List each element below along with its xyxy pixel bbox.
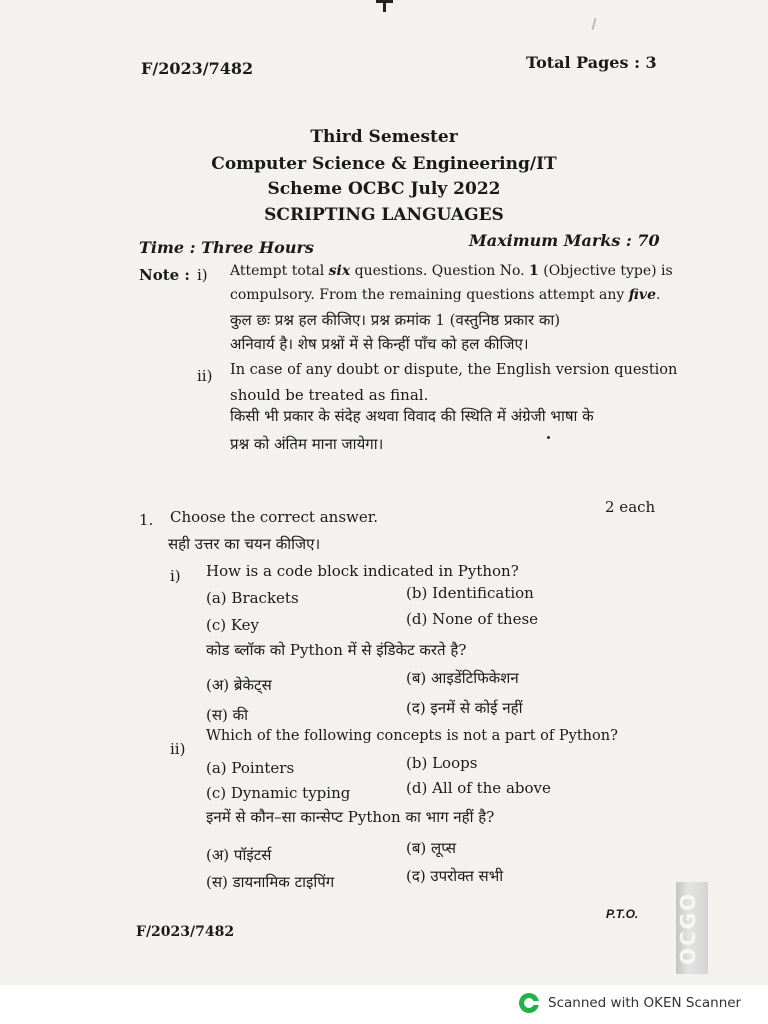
question-1-ii-text: Which of the following concepts is not a part of Python? xyxy=(206,728,618,744)
maximum-marks: Maximum Marks : 70 xyxy=(469,231,660,250)
total-pages: Total Pages : 3 xyxy=(526,53,657,72)
note-i-english-line-2 xyxy=(230,287,660,303)
exam-duration: Time : Three Hours xyxy=(139,238,314,257)
note-i-number: i) xyxy=(197,266,208,284)
subject-title: SCRIPTING LANGUAGES xyxy=(264,205,504,225)
question-1-ii-hindi-option-a: (अ) पॉइंटर्स xyxy=(206,846,272,864)
note-i-text-part: Attempt total xyxy=(230,263,329,279)
question-1-ii-hindi-option-d: (द) उपरोक्त सभी xyxy=(406,867,504,885)
scanner-watermark-text: Scanned with OKEN Scanner xyxy=(548,995,742,1011)
question-1-i-option-d: (d) None of these xyxy=(406,610,539,628)
paper-code-bottom: F/2023/7482 xyxy=(136,924,235,940)
question-1-ii-hindi-option-c: (स) डायनामिक टाइपिंग xyxy=(206,873,335,891)
note-i-text-part: (Objective type) is xyxy=(538,263,673,279)
note-ii-english-line-1: In case of any doubt or dispute, the English version question xyxy=(230,362,678,378)
question-1-marks: 2 each xyxy=(605,498,656,516)
question-1-ii-option-b: (b) Loops xyxy=(406,754,478,772)
note-ii-number: ii) xyxy=(197,367,213,385)
question-1-i-hindi-option-b: (ब) आइडेंटिफिकेशन xyxy=(406,669,519,687)
question-1-i-hindi-option-c: (स) की xyxy=(206,706,249,724)
oken-scanner-logo-icon xyxy=(518,992,540,1014)
question-1-ii-hindi: इनमें से कौन–सा कान्सेप्ट Python का भाग नहीं है? xyxy=(206,808,495,826)
question-1-i-option-c: (c) Key xyxy=(206,616,260,634)
note-ii-english-line-2: should be treated as final. xyxy=(230,386,429,404)
note-i-emphasis-six: six xyxy=(328,263,351,279)
note-ii-hindi-line-1: किसी भी प्रकार के संदेह अथवा विवाद की स्थिति में अंग्रेजी भाषा के xyxy=(230,407,594,425)
question-1-ii-hindi-option-b: (ब) लूप्स xyxy=(406,839,457,857)
question-1-number: 1. xyxy=(139,511,154,529)
registration-mark xyxy=(383,0,386,12)
question-1-ii-option-c: (c) Dynamic typing xyxy=(206,784,351,802)
scheme-title: Scheme OCBC July 2022 xyxy=(267,179,501,199)
note-label: Note : xyxy=(139,266,190,284)
note-i-text-part: . xyxy=(655,287,661,303)
question-1-ii-option-a: (a) Pointers xyxy=(206,759,295,777)
ink-dot xyxy=(547,436,550,439)
paper-code-top: F/2023/7482 xyxy=(141,59,254,78)
question-1-i-number: i) xyxy=(170,567,181,585)
question-1-i-hindi-option-d: (द) इनमें से कोई नहीं xyxy=(406,699,523,717)
question-1-i-option-b: (b) Identification xyxy=(406,584,534,602)
question-1-hindi: सही उत्तर का चयन कीजिए। xyxy=(168,535,321,553)
question-1-ii-number: ii) xyxy=(170,740,186,758)
page-smudge xyxy=(591,18,596,30)
question-1-text: Choose the correct answer. xyxy=(170,508,379,526)
semester-title: Third Semester xyxy=(310,127,458,147)
note-i-emphasis-one: 1 xyxy=(529,263,539,279)
question-1-i-option-a: (a) Brackets xyxy=(206,589,299,607)
question-1-i-hindi: कोड ब्लॉक को Python में से इंडिकेट करते है? xyxy=(206,641,467,659)
note-ii-hindi-line-2: प्रश्न को अंतिम माना जायेगा। xyxy=(230,435,384,453)
note-i-text-part: compulsory. From the remaining questions attempt any xyxy=(230,287,629,303)
branch-title: Computer Science & Engineering/IT xyxy=(211,154,557,174)
note-i-english-line-1 xyxy=(230,263,673,279)
note-i-emphasis-five: five xyxy=(628,287,656,303)
note-i-hindi-line-2: अनिवार्य है। शेष प्रश्नों में से किन्हीं पाँच को हल कीजिए। xyxy=(230,335,529,353)
note-i-hindi-line-1: कुल छः प्रश्न हल कीजिए। प्रश्न क्रमांक 1 (वस्तुनिष्ठ प्रकार का) xyxy=(230,311,561,329)
note-i-text-part: questions. Question No. xyxy=(350,263,530,279)
page-stamp: OCGO xyxy=(676,882,708,974)
question-1-ii-option-d: (d) All of the above xyxy=(406,779,551,797)
please-turn-over: P.T.O. xyxy=(606,907,639,921)
question-1-i-hindi-option-a: (अ) ब्रेकेट्स xyxy=(206,676,272,694)
question-1-i-text: How is a code block indicated in Python? xyxy=(206,562,519,580)
